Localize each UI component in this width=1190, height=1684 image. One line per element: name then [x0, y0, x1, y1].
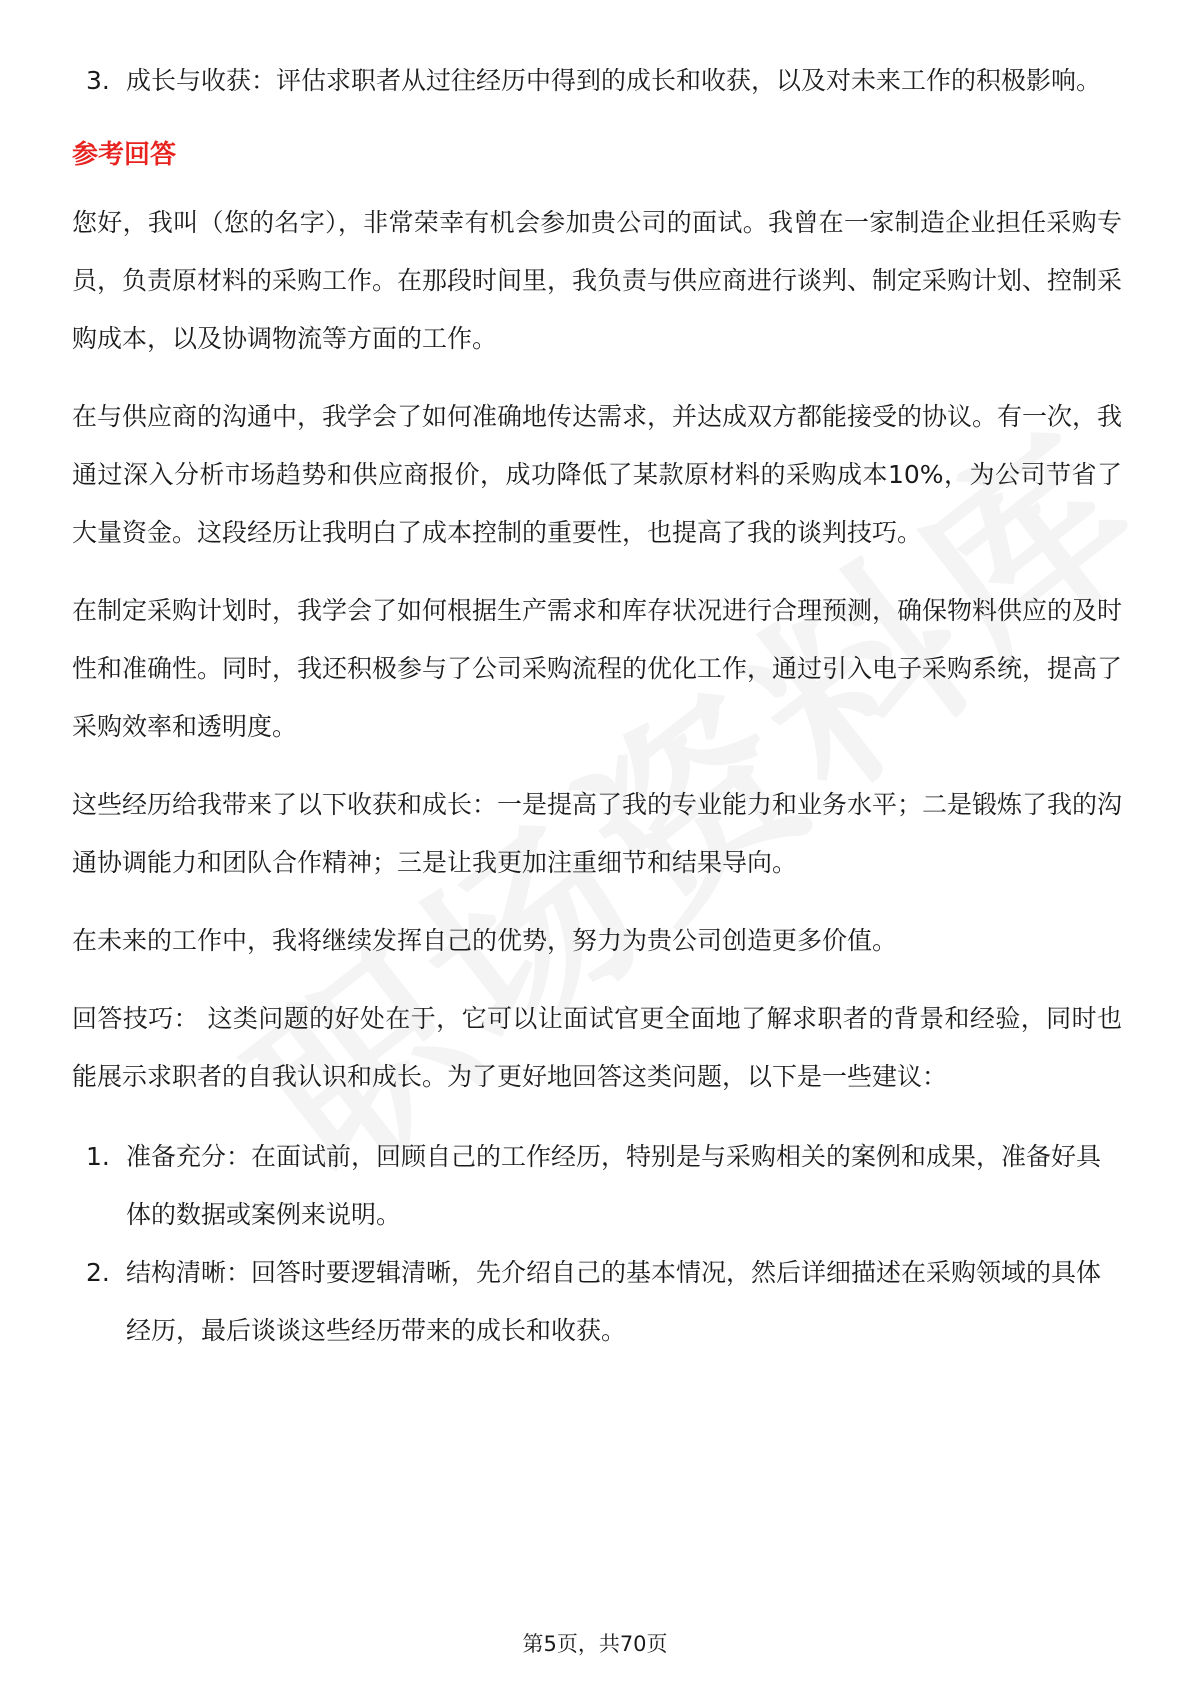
- paragraph: 在制定采购计划时，我学会了如何根据生产需求和库存状况进行合理预测，确保物料供应的及时性和准确性。同时，我还积极参与了公司采购流程的优化工作，通过引入电子采购系统，提高了采购效率和透明度。: [72, 596, 1123, 741]
- tips-list-item: [72, 1244, 1122, 1360]
- list-item-number: 1.: [86, 1142, 110, 1171]
- tips-list-item: [72, 1128, 1122, 1244]
- paragraph: 在未来的工作中，我将继续发挥自己的优势，努力为贵公司创造更多价值。: [72, 926, 898, 955]
- list-item-number: 2.: [86, 1258, 110, 1287]
- paragraph: 这些经历给我带来了以下收获和成长：一是提高了我的专业能力和业务水平；二是锻炼了我的沟通协调能力和团队合作精神；三是让我更加注重细节和结果导向。: [72, 790, 1123, 877]
- section-heading: 参考回答: [72, 140, 177, 170]
- document-body: [72, 52, 1122, 1360]
- intro-list-item: [72, 52, 1122, 110]
- list-item-text: 成长与收获：评估求职者从过往经历中得到的成长和收获，以及对未来工作的积极影响。: [126, 66, 1102, 95]
- paragraph: 在与供应商的沟通中，我学会了如何准确地传达需求，并达成双方都能接受的协议。有一次，我通过深入分析市场趋势和供应商报价，成功降低了某款原材料的采购成本10%，为公司节省了大量资金。这段经历让我明白了成本控制的重要性，也提高了我的谈判技巧。: [72, 402, 1123, 547]
- page-footer: 第5页，共70页: [522, 1632, 668, 1656]
- list-item-text: 准备充分：在面试前，回顾自己的工作经历，特别是与采购相关的案例和成果，准备好具体的数据或案例来说明。: [126, 1142, 1102, 1229]
- paragraph: 您好，我叫（您的名字），非常荣幸有机会参加贵公司的面试。我曾在一家制造企业担任采购专员，负责原材料的采购工作。在那段时间里，我负责与供应商进行谈判、制定采购计划、控制采购成本，以及协调物流等方面的工作。: [72, 208, 1123, 353]
- paragraph: 回答技巧： 这类问题的好处在于，它可以让面试官更全面地了解求职者的背景和经验，同时也能展示求职者的自我认识和成长。为了更好地回答这类问题，以下是一些建议：: [72, 1004, 1122, 1091]
- tips-list: [72, 1128, 1122, 1360]
- list-item-number: 3.: [86, 66, 110, 95]
- list-item-text: 结构清晰：回答时要逻辑清晰，先介绍自己的基本情况，然后详细描述在采购领域的具体经历，最后谈谈这些经历带来的成长和收获。: [126, 1258, 1102, 1345]
